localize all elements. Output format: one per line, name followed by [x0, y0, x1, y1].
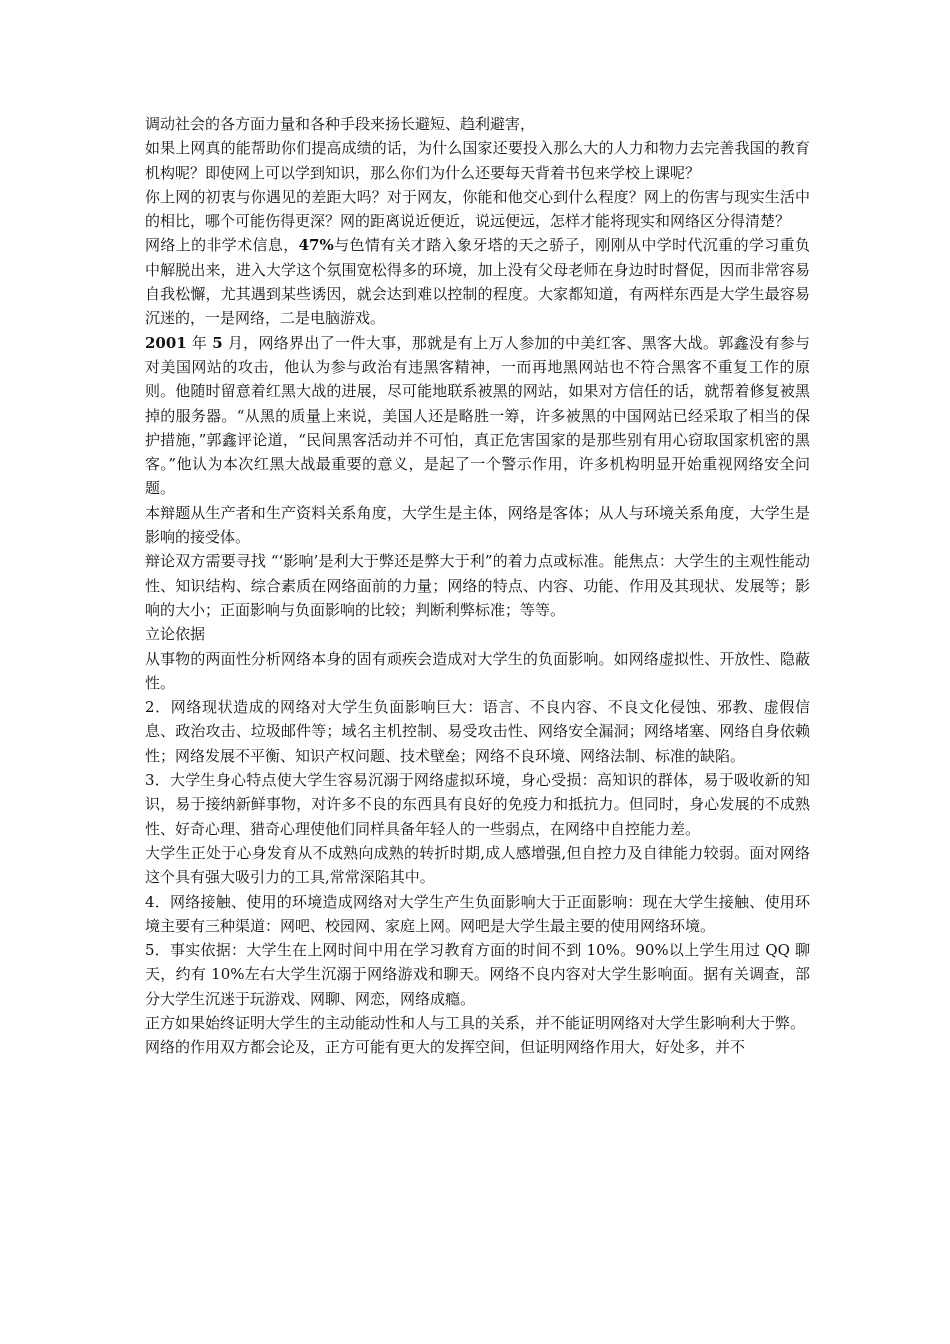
paragraph-12: 大学生正处于心身发育从不成熟向成熟的转折时期,成人感增强,但自控力及自律能力较弱。面对网络这个具有强大吸引力的工具,常常深陷其中。: [145, 843, 810, 887]
paragraph-5-year: 2001: [145, 333, 187, 352]
paragraph-9: 从事物的两面性分析网络本身的固有顽疾会造成对大学生的负面影响。如网络虚拟性、开放性、隐蔽性。: [145, 649, 810, 692]
paragraph-4-body: 与色情有关才踏入象牙塔的天之骄子，刚刚从中学时代沉重的学习重负中解脱出来，进入大学这个氛围宽松得多的环境，加上没有父母老师在身边时时督促，因而非常容易自我松懈，尤其遇到某些诱因，就会达到难以控制的程度。大家都知道，有两样东西是大学生最容易沉迷的，一是网络，二是电脑游戏。: [145, 236, 810, 328]
paragraph-10: 2．网络现状造成的网络对大学生负面影响巨大：语言、不良内容、不良文化侵蚀、邪教、虚假信息、政治攻击、垃圾邮件等；域名主机控制、易受攻击性、网络安全漏洞；网络堵塞、网络自身依赖性；网络发展不平衡、知识产权问题、技术壁垒；网络不良环境、网络法制、标准的缺陷。: [145, 698, 810, 765]
paragraph-1: 调动社会的各方面力量和各种手段来扬长避短、趋利避害，: [145, 115, 536, 133]
paragraph-5: [145, 331, 810, 501]
paragraph-5-month: 5: [212, 333, 223, 352]
paragraph-2: 如果上网真的能帮助你们提高成绩的话，为什么国家还要投入那么大的人力和物力去完善我国的教育机构呢？即使网上可以学到知识，那么你们为什么还要每天背着书包来学校上课呢？: [145, 139, 810, 182]
paragraph-14: 5．事实依据：大学生在上网时间中用在学习教育方面的时间不到 10%。90%以上学生用过 QQ 聊天，约有 10%左右大学生沉溺于网络游戏和聊天。网络不良内容对大学生影响面。据有关调查，部分大学生沉迷于玩游戏、网聊、网恋，网络成瘾。: [145, 941, 810, 1008]
paragraph-3: 你上网的初衷与你遇见的差距大吗？对于网友，你能和他交心到什么程度？网上的伤害与现实生活中的相比，哪个可能伤得更深？网的距离说近便近，说远便远，怎样才能将现实和网络区分得清楚？: [145, 187, 810, 231]
section-heading-basis: 立论依据: [145, 625, 206, 644]
paragraph-5-year-suffix: 年: [186, 333, 213, 352]
paragraph-7: 辩论双方需要寻找 “‘影响’是利大于弊还是弊大于利”的着力点或标准。能焦点：大学生的主观性能动性、知识结构、综合素质在网络面前的力量；网络的特点、内容、功能、作用及其现状、发展等；影响的大小；正面影响与负面影响的比较；判断利弊标准；等等。: [145, 552, 810, 619]
paragraph-5-body: 月，网络界出了一件大事，那就是有上万人参加的中美红客、黑客大战。郭鑫没有参与对美国网站的攻击，他认为参与政治有违黑客精神，一而再地黑网站也不符合黑客不重复工作的原则。他随时留意着红黑大战的进展，尽可能地联系被黑的网站，如果对方信任的话，就帮着修复被黑掉的服务器。“从黑的质量上来说，美国人还是略胜一筹，许多被黑的中国网站已经采取了相当的保护措施，”郭鑫评论道，“民间黑客活动并不可怕，真正危害国家的是那些别有用心窃取国家机密的黑客。”他认为本次红黑大战最重要的意义，是起了一个警示作用，许多机构明显开始重视网络安全问题。: [145, 333, 810, 498]
paragraph-15: 正方如果始终证明大学生的主动能动性和人与工具的关系，并不能证明网络对大学生影响利大于弊。: [145, 1013, 806, 1032]
paragraph-6: 本辩题从生产者和生产资料关系角度，大学生是主体，网络是客体；从人与环境关系角度，大学生是影响的接受体。: [145, 503, 810, 547]
paragraph-4-pre: 网络上的非学术信息，: [145, 236, 299, 255]
paragraph-11: 3．大学生身心特点使大学生容易沉溺于网络虚拟环境，身心受损：高知识的群体，易于吸收新的知识，易于接纳新鲜事物，对许多不良的东西具有良好的免疫力和抵抗力。但同时，身心发展的不成熟性、好奇心理、猎奇心理使他们同样具备年轻人的一些弱点，在网络中自控能力差。: [145, 771, 810, 838]
paragraph-13: 4．网络接触、使用的环境造成网络对大学生产生负面影响大于正面影响：现在大学生接触、使用环境主要有三种渠道：网吧、校园网、家庭上网。网吧是大学生最主要的使用网络环境。: [145, 892, 810, 935]
paragraph-4-percent: 47%: [298, 236, 334, 255]
paragraph-4: [145, 233, 810, 330]
document-page: [145, 112, 810, 1060]
paragraph-16: 网络的作用双方都会论及，正方可能有更大的发挥空间，但证明网络作用大，好处多，并不: [145, 1038, 746, 1057]
